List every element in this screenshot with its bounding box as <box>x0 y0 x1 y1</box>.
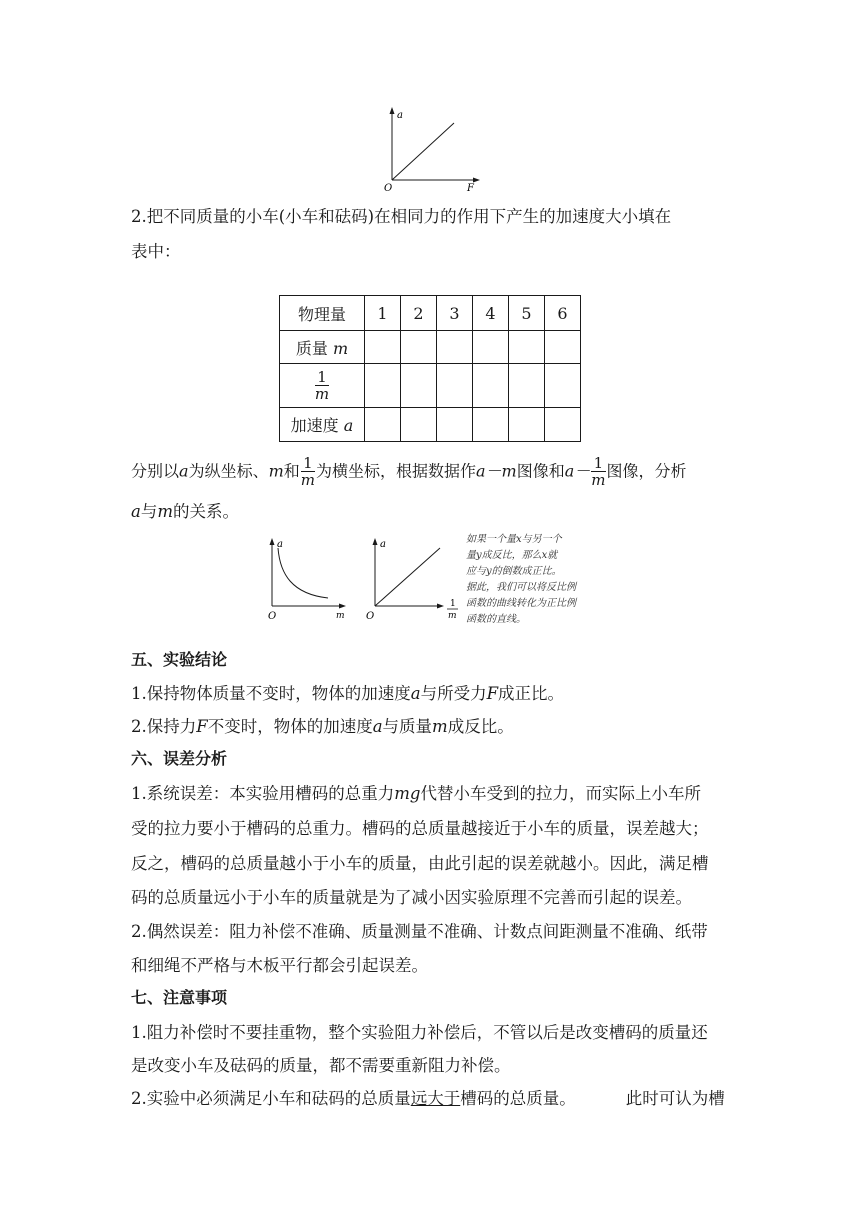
data-table <box>279 295 581 442</box>
error-systematic-line3: 反之，槽码的总质量越小于小车的质量，由此引起的误差就越小。因此，满足槽 <box>131 854 709 873</box>
error-systematic-line1: 1.系统误差：本实验用槽码的总重力mg代替小车受到的拉力，而实际上小车所 <box>131 784 701 803</box>
table-header-cell: 2 <box>401 296 437 331</box>
y-arrow-icon <box>390 107 395 114</box>
error-random-line1: 2.偶然误差：阻力补偿不准确、质量测量不准确、计数点间距测量不准确、纸带 <box>131 922 708 941</box>
conclusion-1: 1.保持物体质量不变时，物体的加速度a与所受力F成正比。 <box>131 684 565 703</box>
error-systematic-line2: 受的拉力要小于槽码的总重力。槽码的总质量越接近于小车的质量，误差越大； <box>131 819 709 838</box>
table-header-cell: 物理量 <box>280 296 365 331</box>
table-cell <box>545 364 581 408</box>
y-arrow-icon <box>270 538 275 545</box>
x-arrow-icon <box>437 604 444 609</box>
analysis-line1: 分别以a为纵坐标、m和 $\frac{1}{m}$ 为横坐标，根据数据作a－m图像和a－ $\frac{1}{m}$ 图像，分析 <box>131 454 687 489</box>
table-cell <box>401 331 437 364</box>
table-header-cell: 6 <box>545 296 581 331</box>
table-cell <box>509 364 545 408</box>
table-cell <box>401 408 437 442</box>
table-cell <box>437 331 473 364</box>
table-header-cell: 3 <box>437 296 473 331</box>
note-1-line1: 1.阻力补偿时不要挂重物，整个实验阻力补偿后，不管以后是改变槽码的质量还 <box>131 1023 708 1042</box>
note-1-line2: 是改变小车及砝码的质量，都不需要重新阻力补偿。 <box>131 1056 511 1075</box>
x-label-den: m <box>448 611 457 621</box>
table-cell <box>473 364 509 408</box>
section7-title: 七、注意事项 <box>131 988 228 1007</box>
row-label: 加速度 a <box>280 408 365 442</box>
error-systematic-line4: 码的总质量远小于小车的质量就是为了减小因实验原理不完善而引起的误差。 <box>131 888 692 907</box>
table-cell <box>437 364 473 408</box>
table-cell <box>365 364 401 408</box>
y-label: a <box>397 110 403 121</box>
origin-label: O <box>384 183 393 194</box>
proportional-line <box>375 548 440 606</box>
x-label: F <box>467 183 474 194</box>
table-cell <box>545 331 581 364</box>
row-label <box>280 364 365 408</box>
table-row-inverse-mass <box>280 364 581 408</box>
table-cell <box>473 331 509 364</box>
x-arrow-icon <box>339 604 346 609</box>
section6-title: 六、误差分析 <box>131 749 228 768</box>
table-cell <box>437 408 473 442</box>
table-header-cell: 5 <box>509 296 545 331</box>
table-header-cell: 1 <box>365 296 401 331</box>
graph-a-inverse-m <box>360 534 466 626</box>
x-label: m <box>336 611 345 621</box>
y-arrow-icon <box>373 538 378 545</box>
table-cell <box>509 408 545 442</box>
inverse-mass-fraction: $\frac{1}{m}$ <box>591 454 606 489</box>
error-random-line2: 和细绳不严格与木板平行都会引起误差。 <box>131 956 428 975</box>
x-arrow-icon <box>473 178 480 183</box>
proportional-line <box>392 123 454 180</box>
analysis-line2: a与m的关系。 <box>131 502 239 521</box>
origin-label: O <box>268 611 277 622</box>
table-header-cell: 4 <box>473 296 509 331</box>
underlined-term: 远大于 <box>410 1089 461 1108</box>
row-label: 质量 m <box>280 331 365 364</box>
item2-line1: 2.把不同质量的小车(小车和砝码)在相同力的作用下产生的加速度大小填在 <box>131 207 672 226</box>
y-label: a <box>277 539 283 550</box>
table-row-acceleration <box>280 408 581 442</box>
table-cell <box>473 408 509 442</box>
graph-a-m <box>262 534 352 624</box>
table-row-mass <box>280 331 581 364</box>
table-header-row <box>280 296 581 331</box>
inverse-mass-fraction: $\frac{1}{m}$ <box>300 454 315 489</box>
side-note: 如果一个量x与另一个 量y成反比，那么x就 应与y的倒数成正比。 据此，我们可以将反比例 函数的曲线转化为正比例 函数的直线。 <box>466 534 576 625</box>
inverse-mass-fraction: $\frac{1}{m}$ <box>314 367 330 403</box>
graph-a-f <box>376 104 486 194</box>
table-cell <box>401 364 437 408</box>
note-2-line1: 2.实验中必须满足小车和砝码的总质量远大于槽码的总质量。 此时可认为槽 <box>131 1089 725 1108</box>
section5-title: 五、实验结论 <box>131 650 228 669</box>
table-cell <box>365 331 401 364</box>
inverse-curve <box>278 548 328 598</box>
x-label-num: 1 <box>450 599 456 609</box>
table-cell <box>509 331 545 364</box>
item2-line2: 表中： <box>131 242 181 261</box>
table-cell <box>545 408 581 442</box>
origin-label: O <box>366 611 375 622</box>
y-label: a <box>380 539 386 550</box>
table-cell <box>365 408 401 442</box>
conclusion-2: 2.保持力F不变时，物体的加速度a与质量m成反比。 <box>131 717 514 736</box>
